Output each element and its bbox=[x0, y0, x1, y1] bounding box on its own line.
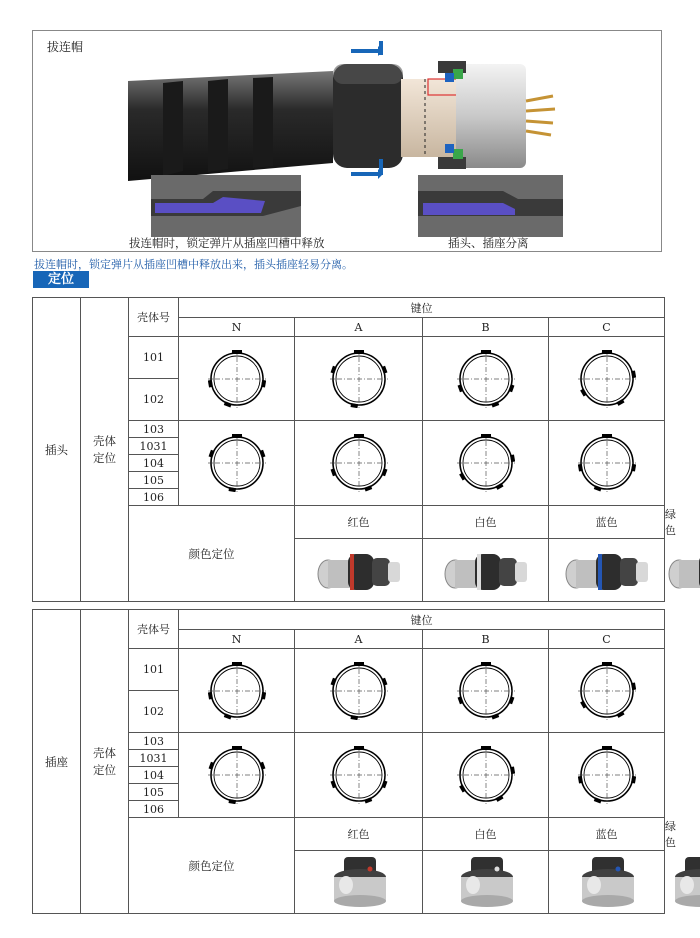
plug_table-shell-101: 101 bbox=[129, 337, 179, 379]
socket_table-key-header: 键位 bbox=[179, 610, 665, 630]
section-title: 定位 bbox=[33, 271, 89, 288]
release-note: 拔连帽时，锁定弹片从插座凹槽中释放出来，插头插座轻易分离。 bbox=[34, 258, 353, 271]
socket_table-shell-101: 101 bbox=[129, 649, 179, 691]
plug_table-color-name-1: 白色 bbox=[423, 506, 549, 539]
socket_table-key-diagram-a-group2 bbox=[295, 733, 423, 818]
socket_table-shell-104: 104 bbox=[129, 767, 179, 784]
plug_table-key-b: B bbox=[423, 318, 549, 337]
plug_table-shell-103: 103 bbox=[129, 421, 179, 438]
socket_table-shell-label: 壳体定位 bbox=[93, 745, 116, 777]
socket_table-row-label: 插座 bbox=[33, 610, 81, 914]
socket_table-shell-102: 102 bbox=[129, 691, 179, 733]
socket_table-key-diagram-b-group2 bbox=[423, 733, 549, 818]
plug_table-key-c: C bbox=[549, 318, 665, 337]
plug_table-key-diagram-n-group1 bbox=[179, 337, 295, 421]
socket_table-shell-106: 106 bbox=[129, 801, 179, 818]
plug_table-color-photo-1 bbox=[423, 539, 549, 602]
plug_table-color-name-0: 红色 bbox=[295, 506, 423, 539]
socket_table-key-c: C bbox=[549, 630, 665, 649]
plug_table-shell-1031: 1031 bbox=[129, 438, 179, 455]
socket_table-color-photo-2 bbox=[549, 851, 665, 914]
socket_table-color-name-2: 蓝色 bbox=[549, 818, 665, 851]
plug_table-key-diagram-b-group2 bbox=[423, 421, 549, 506]
plug_table-key-n: N bbox=[179, 318, 295, 337]
socket_table-key-diagram-n-group1 bbox=[179, 649, 295, 733]
plug_table-key-diagram-a-group2 bbox=[295, 421, 423, 506]
socket_table-shell-1031: 1031 bbox=[129, 750, 179, 767]
plug_table-row-label: 插头 bbox=[33, 298, 81, 602]
plug_table-shell-105: 105 bbox=[129, 472, 179, 489]
plug_table-color-name-2: 蓝色 bbox=[549, 506, 665, 539]
connector-illustration bbox=[32, 30, 662, 252]
caption-left: 拔连帽时，锁定弹片从插座凹槽中释放 bbox=[129, 236, 325, 250]
plug_table-key-header: 键位 bbox=[179, 298, 665, 318]
plug_table-key-diagram-a-group1 bbox=[295, 337, 423, 421]
plug_table-shell-label: 壳体定位 bbox=[93, 433, 116, 465]
plug-keying-table bbox=[32, 297, 676, 599]
plug_table-key-a: A bbox=[295, 318, 423, 337]
socket_table-color-photo-1 bbox=[423, 851, 549, 914]
connector-drawing bbox=[33, 31, 661, 251]
socket_table-color-photo-0 bbox=[295, 851, 423, 914]
socket-keying-table bbox=[32, 609, 676, 911]
plug_table-color-label: 颜色定位 bbox=[129, 506, 295, 602]
plug_table-shell-no-header: 壳体号 bbox=[129, 298, 179, 337]
socket_table-color-label: 颜色定位 bbox=[129, 818, 295, 914]
plug_table-key-diagram-b-group1 bbox=[423, 337, 549, 421]
socket_table-key-diagram-c-group2 bbox=[549, 733, 665, 818]
socket_table-shell-103: 103 bbox=[129, 733, 179, 750]
socket_table-shell-no-header: 壳体号 bbox=[129, 610, 179, 649]
plug_table-color-photo-2 bbox=[549, 539, 665, 602]
plug_table-color-photo-0 bbox=[295, 539, 423, 602]
plug_table-key-diagram-c-group1 bbox=[549, 337, 665, 421]
plug_table-key-diagram-c-group2 bbox=[549, 421, 665, 506]
caption-right: 插头、插座分离 bbox=[448, 236, 529, 250]
plug_table-key-diagram-n-group2 bbox=[179, 421, 295, 506]
socket_table-key-diagram-b-group1 bbox=[423, 649, 549, 733]
plug_table-shell-102: 102 bbox=[129, 379, 179, 421]
socket_table-key-a: A bbox=[295, 630, 423, 649]
socket_table-shell-105: 105 bbox=[129, 784, 179, 801]
socket_table-key-n: N bbox=[179, 630, 295, 649]
socket_table-color-name-1: 白色 bbox=[423, 818, 549, 851]
plug_table-shell-106: 106 bbox=[129, 489, 179, 506]
socket_table-grid: 插座 壳体定位 壳体号 键位 N A B C 101 102 103 1031 104 105 106 颜色定位 红色 白色 蓝色 绿色 bbox=[32, 609, 665, 914]
socket_table-key-diagram-n-group2 bbox=[179, 733, 295, 818]
plug_table-grid: 插头 壳体定位 壳体号 键位 N A B C 101 102 103 1031 104 105 106 颜色定位 红色 白色 蓝色 绿色 bbox=[32, 297, 665, 602]
figure-title: 拔连帽 bbox=[47, 40, 84, 54]
socket_table-key-diagram-c-group1 bbox=[549, 649, 665, 733]
plug_table-shell-104: 104 bbox=[129, 455, 179, 472]
socket_table-color-name-0: 红色 bbox=[295, 818, 423, 851]
socket_table-key-diagram-a-group1 bbox=[295, 649, 423, 733]
socket_table-key-b: B bbox=[423, 630, 549, 649]
